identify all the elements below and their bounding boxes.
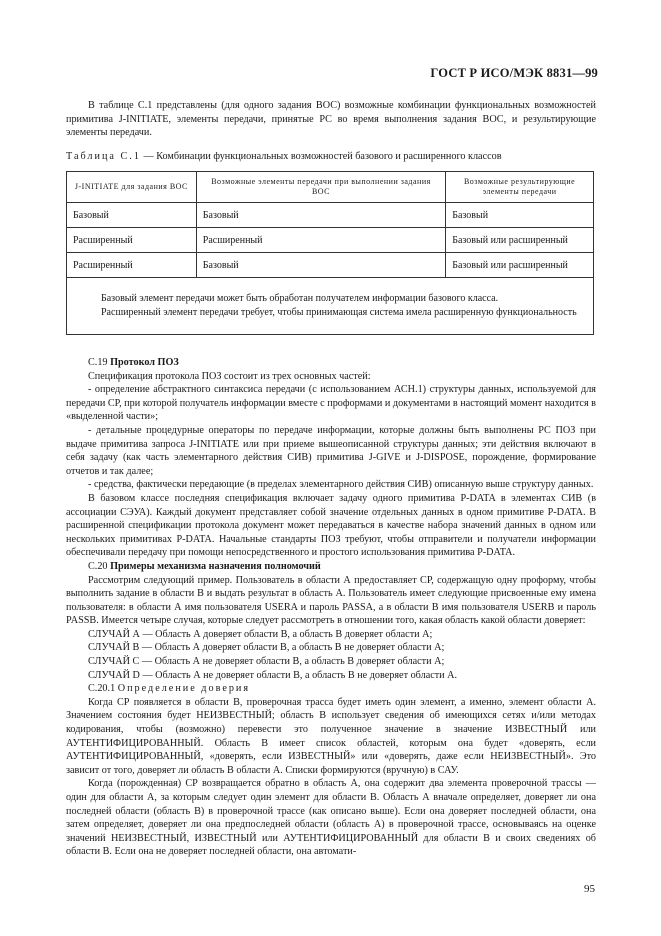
paragraph: - средства, фактически передающие (в пределах элементарного действия СИВ) описанную выше структуру данных. bbox=[88, 479, 594, 491]
case-item: СЛУЧАЙ А — Область А доверяет области В, а область В доверяет области А; bbox=[88, 628, 433, 640]
case-item: СЛУЧАЙ В — Область А доверяет области В, а область В не доверяет области А; bbox=[88, 642, 445, 654]
table-note: Базовый элемент передачи может быть обработан получателем информации базового класса. bbox=[101, 293, 499, 305]
table-cell: Базовый или расширенный bbox=[446, 228, 594, 253]
subsection-title: Определение доверия bbox=[117, 683, 251, 695]
table-row bbox=[67, 203, 594, 228]
table-note: Расширенный элемент передачи требует, чтобы принимающая система имела расширенную функциональность bbox=[101, 307, 577, 318]
table-header-cell: Возможные элементы передачи при выполнении задания ВОС bbox=[196, 172, 445, 203]
table-note-cell bbox=[67, 278, 594, 335]
table-caption-text: — Комбинации функциональных возможностей базового и расширенного классов bbox=[140, 151, 502, 162]
case-item: СЛУЧАЙ D — Область А не доверяет области В, а область В не доверяет области А. bbox=[88, 669, 458, 681]
paragraph: Когда (порожденная) СР возвращается обратно в область А, она содержит два элемента проверочной трассы — один для области А, за которым следует один элемент для области В. Область А вначале определяет, доверяет ли она последней области (область В) в проверочной трассе (как описано выше). Если она доверяет последней области, она затем определяет, доверяет ли она предпоследней области (область А) в проверочной трассе, основываясь на оценке значений НЕИЗВЕСТНЫЙ, ИЗВЕСТНЫЙ или АУТЕНТИФИЦИРОВАННЫЙ для области В и своих сведениях об области В. Если она не доверяет последней области, она автомати- bbox=[66, 778, 596, 858]
table-caption-label: Таблица С.1 bbox=[66, 151, 141, 162]
subsection-number: С.20.1 bbox=[88, 683, 118, 695]
table-caption bbox=[66, 151, 596, 162]
table-row bbox=[67, 228, 594, 253]
table-cell: Базовый bbox=[446, 203, 594, 228]
section-title: Протокол ПОЗ bbox=[110, 357, 179, 368]
paragraph: Когда СР появляется в области В, проверочная трасса будет иметь один элемент, а именно, элемент области А. Значением состояния будет НЕИЗВЕСТНЫЙ; область В использует сведения об имеющихся сетях и/или методах кодирования, чтобы (возможно) перевести это полученное значение в значение ИЗВЕСТНЫЙ или АУТЕНТИФИЦИРОВАННЫЙ. Область В имеет список областей, которым она будет «доверять, если АУТЕНТИФИЦИРОВАННЫЙ, «доверять, если ИЗВЕСТНЫЙ» или «доверять, даже если НЕИЗВЕСТНЫЙ». Это зависит от того, доверяет ли область В области А. Списки формируются (вручную) в САУ. bbox=[66, 696, 596, 776]
page-header: ГОСТ Р ИСО/МЭК 8831—99 bbox=[430, 66, 598, 80]
table-header-cell: J-INITIATE для задания ВОС bbox=[67, 172, 197, 203]
table-cell: Расширенный bbox=[196, 228, 445, 253]
table-cell: Базовый bbox=[67, 203, 197, 228]
table-cell: Базовый или расширенный bbox=[446, 253, 594, 278]
section-number: С.20 bbox=[88, 560, 111, 572]
table-cell: Расширенный bbox=[67, 253, 197, 278]
case-item: СЛУЧАЙ С — Область А не доверяет области В, а область В доверяет области А; bbox=[88, 656, 445, 668]
intro-paragraph: В таблице С.1 представлены (для одного задания ВОС) возможные комбинации функциональных возможностей примитива J-INITIATE, элементы передачи, принятые РС во время выполнения задания ВОС, и результирующие элементы передачи. bbox=[66, 100, 596, 139]
sections-block bbox=[66, 356, 596, 859]
paragraph: Рассмотрим следующий пример. Пользователь в области А предоставляет СР, содержащую одну проформу, чтобы выполнить задание в области В и выдать результат в область А. Пользователь имеет следующие присвоенные ему имена пользователя: в области А имя пользователя USERA и пароль PASSA, а в области В имя пользователя USERB и пароль PASSB. Имеется четыре случая, которые следует рассмотреть в отношении того, какая область какой области доверяет: bbox=[66, 574, 596, 627]
table-cell: Базовый bbox=[196, 253, 445, 278]
paragraph: - определение абстрактного синтаксиса передачи (с использованием АСН.1) структуры данных, используемой для передачи СР, при которой получатель информации вместе с проформами и документами в настоящий момент находится в «выделенной части»; bbox=[66, 384, 596, 423]
section-title: Примеры механизма назначения полномочий bbox=[110, 560, 321, 572]
table-row bbox=[67, 253, 594, 278]
page-number: 95 bbox=[584, 883, 595, 895]
table-header-row bbox=[67, 172, 594, 203]
section-number: С.19 bbox=[88, 357, 111, 368]
table-cell: Расширенный bbox=[67, 228, 197, 253]
table-note-row bbox=[67, 278, 594, 335]
table-header-cell: Возможные результирующие элементы передачи bbox=[446, 172, 594, 203]
subsection-heading bbox=[66, 682, 596, 696]
paragraph: Спецификация протокола ПОЗ состоит из трех основных частей: bbox=[88, 370, 371, 382]
combinations-table bbox=[66, 171, 594, 335]
paragraph: - детальные процедурные операторы по передаче информации, которые должны быть выполнены РС ПОЗ при выдаче примитива запроса J-INITIATE или при приеме вышеописанной структуры данных; эти действия включают в себя задачу (как часть элементарного действия СИВ) примитива J-GIVE и J-DISPOSE, порождение, формирование отчетов и так далее; bbox=[66, 424, 596, 477]
section-heading-c19 bbox=[66, 356, 596, 370]
table-cell: Базовый bbox=[196, 203, 445, 228]
paragraph: В базовом классе последняя спецификация включает задачу одного примитива P-DATA в элементах СИВ (в ассоциации СЭУА). Каждый документ представляет собой значение отдельных данных в одном примитиве P-DATA. В расширенной спецификации протокола документ может передаваться в качестве набора значений данных в одном или нескольких примитивах P-DATA. Начальные стандарты ПОЗ требуют, чтобы отправители и получатели информации обеспечивали передачу при помощи непосредственного и простого использования примитива P-DATA. bbox=[66, 492, 596, 559]
section-heading-c20 bbox=[66, 560, 596, 574]
